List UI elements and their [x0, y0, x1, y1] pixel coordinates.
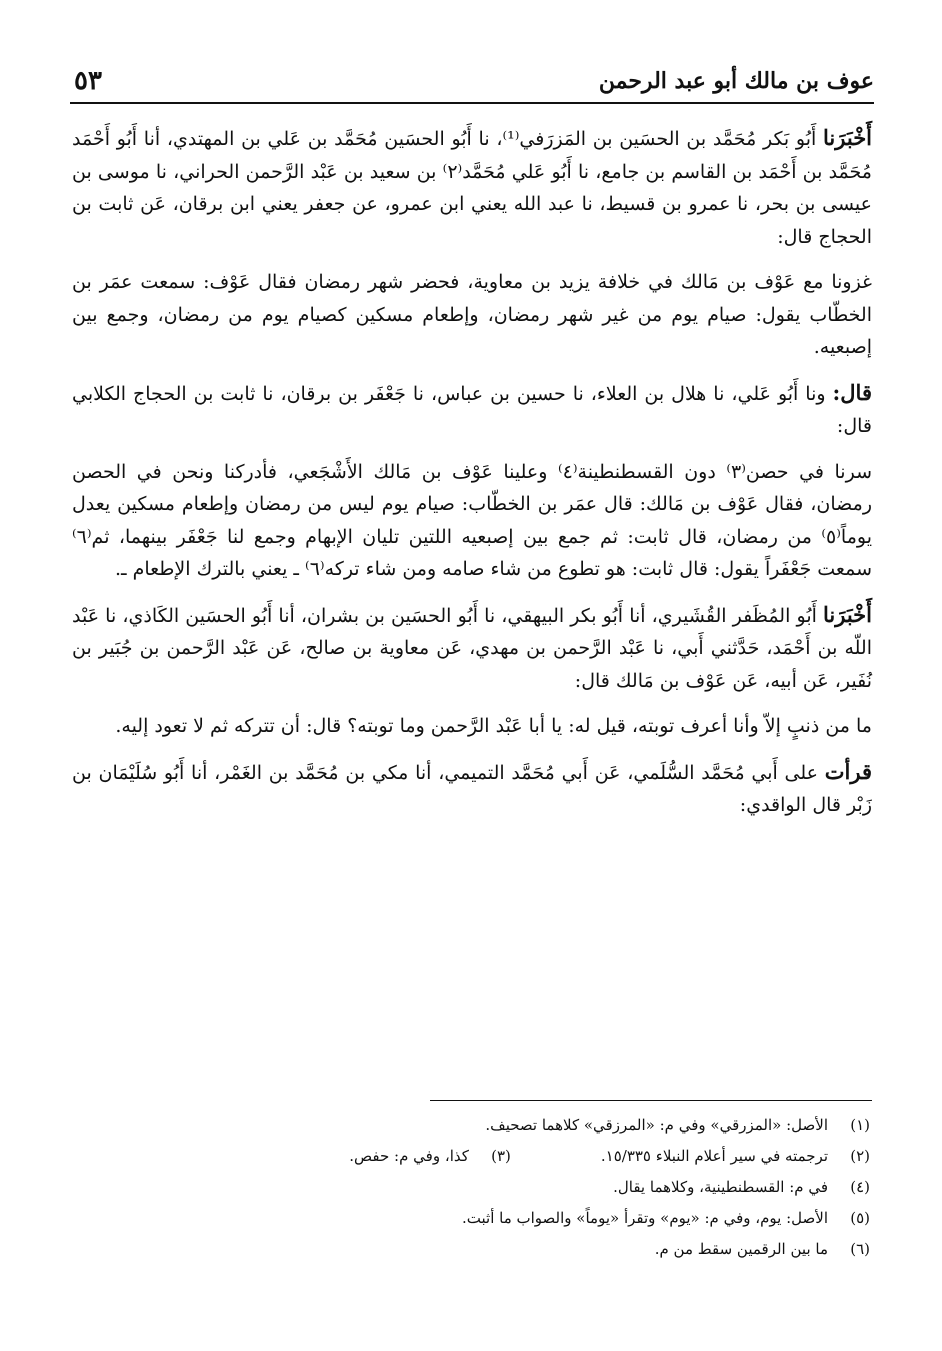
paragraph-text: غزونا مع عَوْف بن مَالك في خلافة يزيد بن معاوية، فحضر شهر رمضان فقال عَوْف: سمعت عمَر بن الخطّاب يقول: صيام يوم من غير شهر رمضان، وإطعام مسكين كصيام يوم من رمضان، وجمع بين إصبعيه.: [72, 271, 872, 358]
matn-paragraph: [72, 456, 872, 586]
footnote-item: [90, 1172, 870, 1203]
footnote-number: (١): [850, 1116, 870, 1134]
footnote-text: الأصل: يوم، وفي م: «يوم» وتقرأ «يوماً» والصواب ما أثبت.: [462, 1209, 828, 1227]
paragraph-text: سرنا في حصن⁽٣⁾ دون القسطنطينة⁽٤⁾ وعلينا عَوْف بن مَالك الأَشْجَعي، فأدركنا ونحن في الحصن رمضان، فقال عَوْف بن مَالك: قال عمَر بن الخطّاب: صيام يوم ليس من رمضان وإطعام مسكين يعدل يوماً⁽٥⁾ من رمضان، قال ثابت: ثم جمع بين إصبعيه اللتين تليان الإبهام وجمع لنا جَعْفَر بينهما، ثم⁽٦⁾ سمعت جَعْفَراً يقول: قال ثابت: هو تطوع من شاء صامه ومن شاء تركه⁽٦⁾ ـ يعني بالترك الإطعام ـ.: [72, 460, 872, 580]
footnote-text: ما بين الرقمين سقط من م.: [654, 1240, 828, 1258]
paragraph-lead-word: قرأت: [824, 758, 872, 784]
paragraph-lead-word: أَخْبَرَنا: [823, 125, 873, 150]
footnote-number: (٤): [850, 1178, 870, 1196]
footnotes: [90, 1110, 870, 1265]
footnote-text: الأصل: «المزرقي» وفي م: «المرزقي» كلاهما تصحيف.: [485, 1116, 828, 1134]
main-text: [72, 122, 872, 835]
matn-paragraph: [72, 710, 872, 743]
paragraph-text: أَبُو المُظَفر القُشَيري، أنا أَبُو بكر البيهقي، نا أَبُو الحسَين بن بشران، أنا أَبُو الحسَين الكَاذي، نا عَبْد اللّه بن أَحْمَد، حَدَّثني أَبي، نا عَبْد الرَّحمن بن مهدي، عَن معاوية بن صالح، عَن عَبْد الرَّحمن بن جُبَير بن نُفَير، عَن أبيه، عَن عَوْف بن مَالك قال:: [72, 604, 872, 692]
footnote-text: كذا، وفي م: حفص.: [349, 1147, 469, 1165]
footnote-item: [90, 1110, 870, 1141]
page-header: [70, 62, 874, 104]
isnad-paragraph: [72, 599, 872, 698]
footnote-text: ترجمته في سير أعلام النبلاء ١٥/٣٣٥.: [600, 1147, 828, 1165]
page-number: ٥٣: [74, 66, 102, 96]
footnote-item: [90, 1141, 870, 1172]
paragraph-text: ما من ذنبٍ إلاّ وأنا أعرف توبته، قيل له: يا أبا عَبْد الرَّحمن وما توبته؟ قال: أن تتركه ثم لا تعود إليه.: [115, 715, 872, 737]
matn-paragraph: [72, 266, 872, 364]
running-title: عوف بن مالك أبو عبد الرحمن: [598, 68, 874, 94]
isnad-paragraph: [72, 377, 872, 443]
paragraph-text: أَبُو بَكر مُحَمَّد بن الحسَين بن المَزرَفي⁽¹⁾، نا أَبُو الحسَين مُحَمَّد بن عَلي بن المهتدي، أنا أَبُو أَحْمَد مُحَمَّد بن أَحْمَد بن القاسم بن جامع، نا أَبُو عَلي مُحَمَّد⁽٢⁾ بن سعيد بن عَبْد الرَّحمن الحراني، نا موسى بن عيسى بن بحر، نا عمرو بن قسيط، نا عبد الله يعني ابن عمرو، عن جعفر يعني ابن برقان، عَن ثابت بن الحجاج قال:: [72, 128, 872, 248]
footnote-number: (٢): [850, 1147, 870, 1165]
footnote-number: (٣): [491, 1147, 511, 1165]
footnote-separator: [430, 1100, 872, 1101]
footnote-item: [90, 1234, 870, 1265]
footnote-number: (٥): [850, 1209, 870, 1227]
paragraph-text: على أَبي مُحَمَّد السُّلَمي، عَن أَبي مُحَمَّد التميمي، أنا مكي بن مُحَمَّد بن الغَمْر، أنا أَبُو سُلَيْمَان بن زَبْر قال الواقدي:: [72, 761, 872, 816]
isnad-paragraph: [72, 756, 872, 822]
paragraph-text: ونا أَبُو عَلي، نا هلال بن العلاء، نا حسين بن عباس، نا جَعْفَر بن برقان، نا ثابت بن الحجاج الكلابي قال:: [72, 382, 872, 437]
paragraph-lead-word: قال:: [832, 379, 872, 405]
footnote-number: (٦): [850, 1240, 870, 1258]
footnote-text: في م: القسطنطينية، وكلاهما يقال.: [613, 1178, 828, 1196]
isnad-paragraph: [72, 122, 872, 253]
paragraph-lead-word: أَخْبَرَنا: [823, 601, 872, 627]
footnote-item: [90, 1203, 870, 1234]
